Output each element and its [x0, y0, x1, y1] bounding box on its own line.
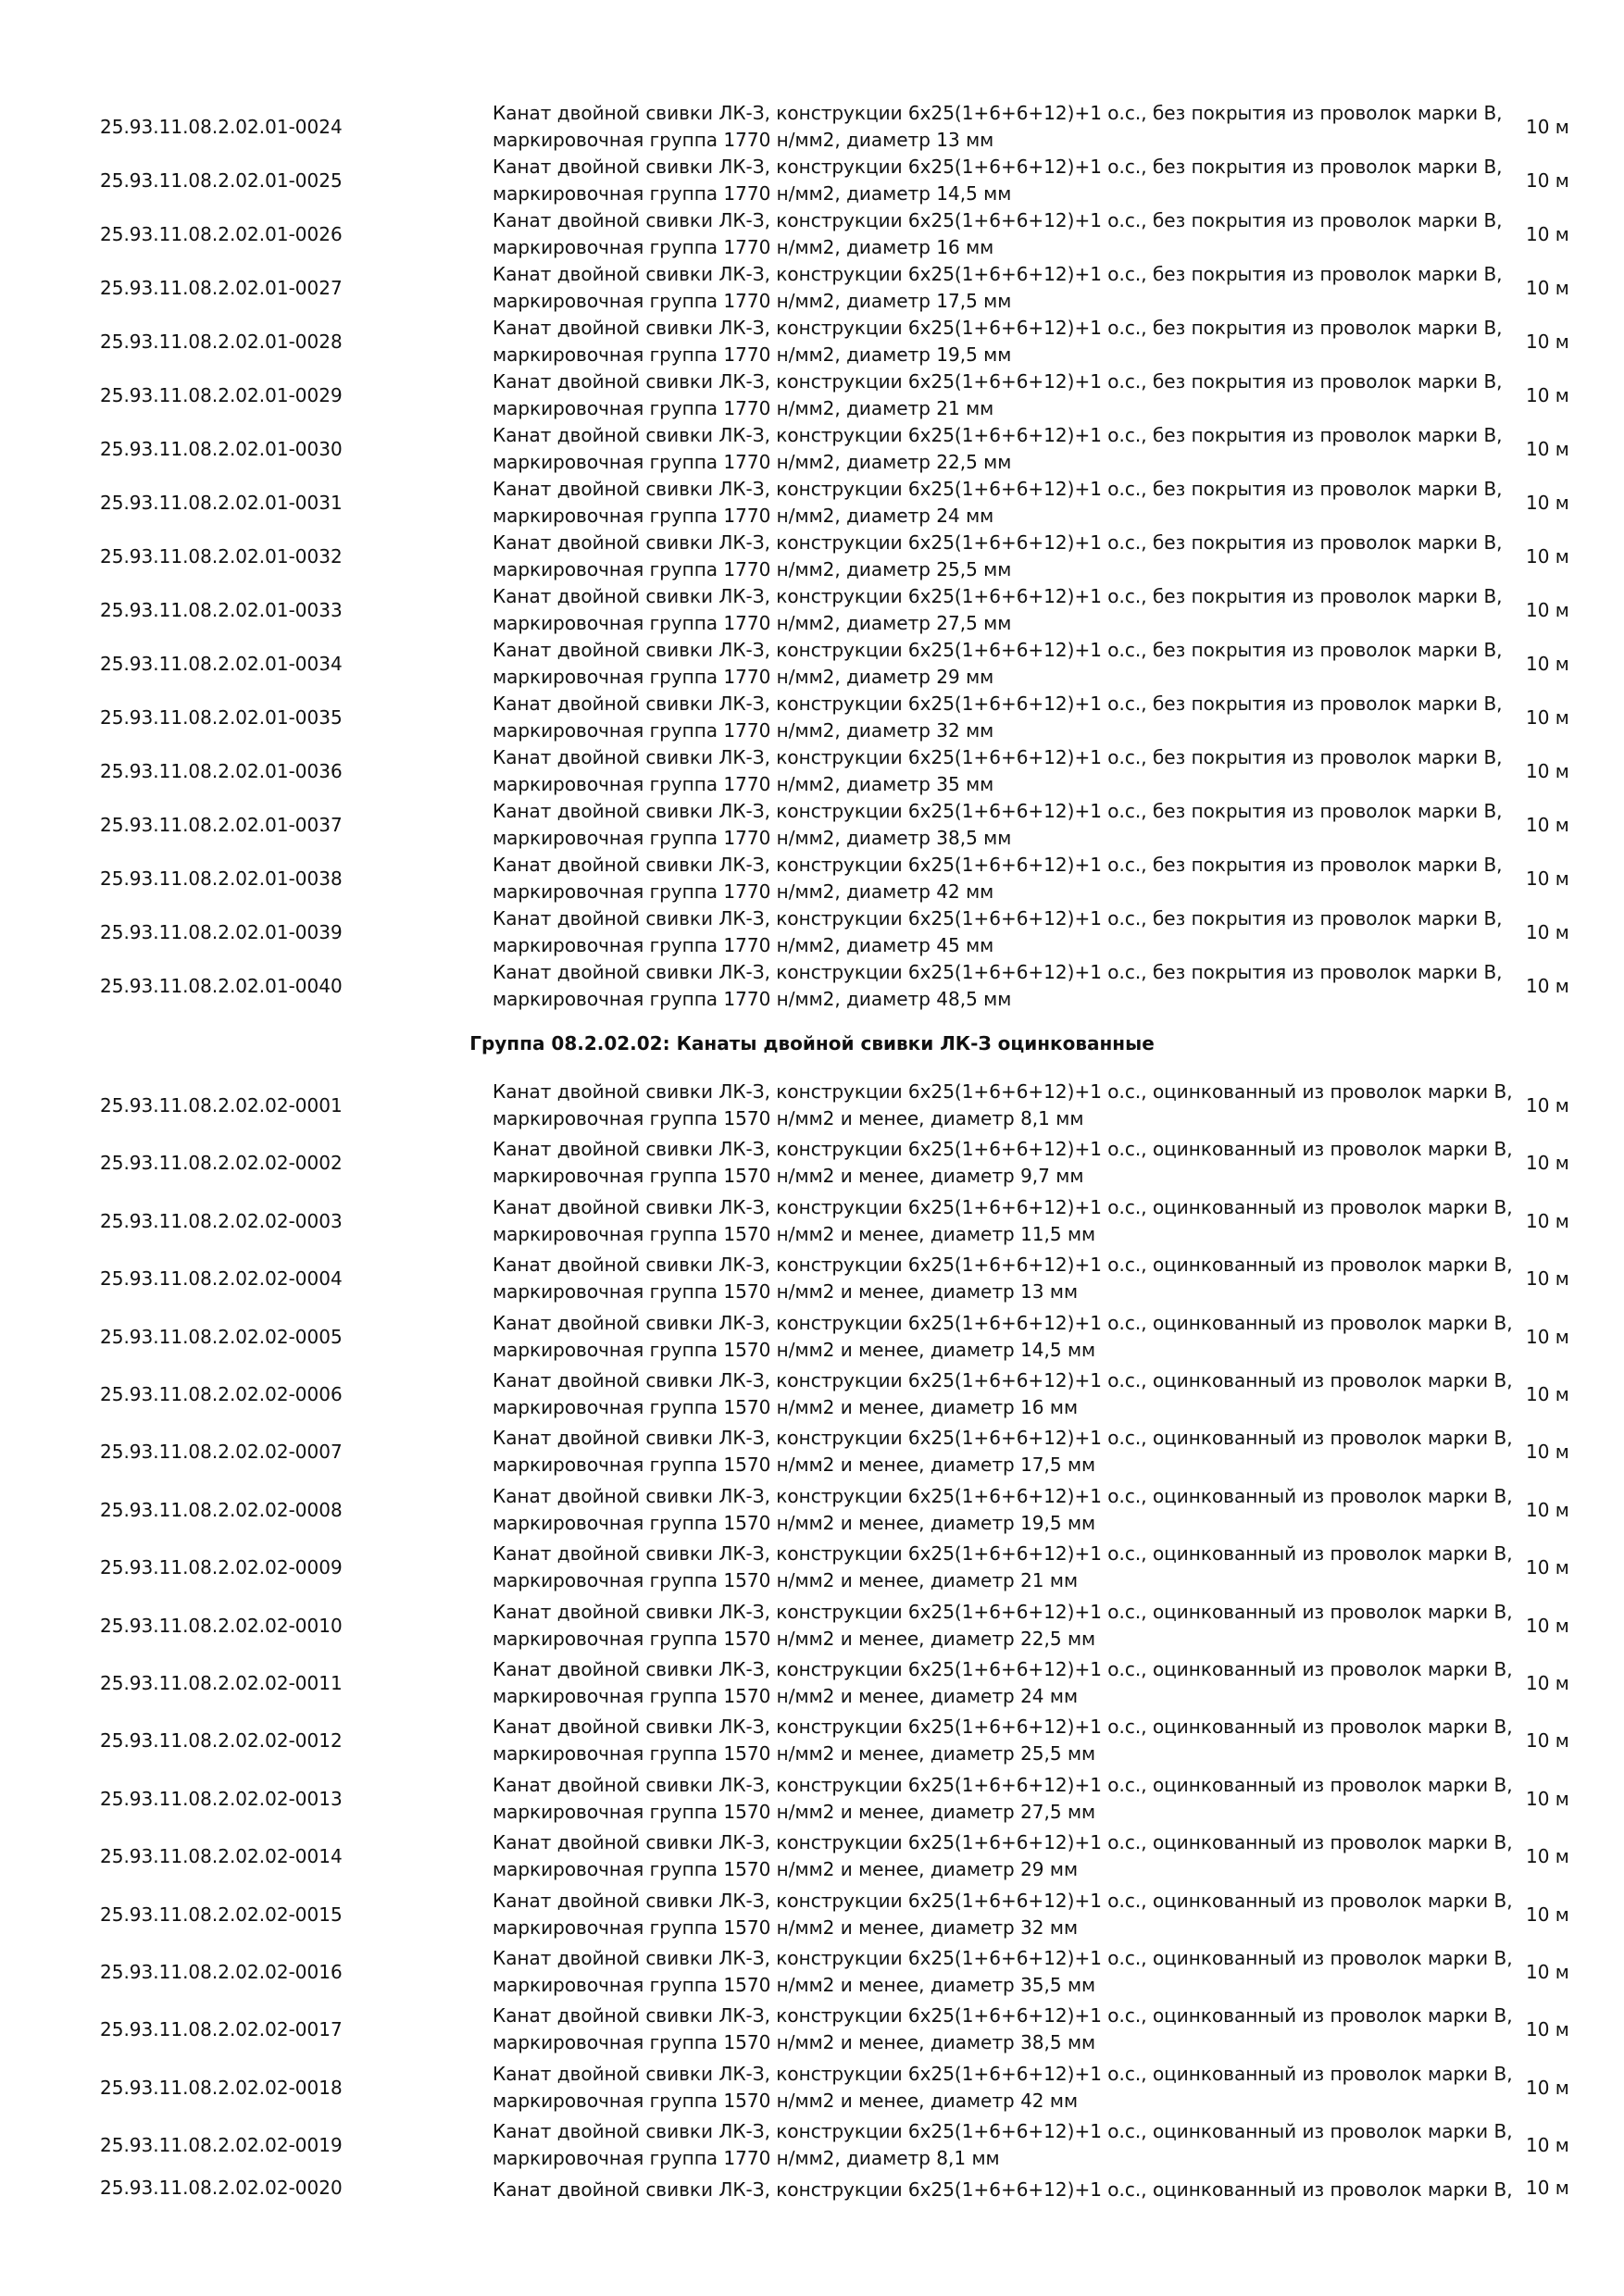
item-description — [493, 637, 1503, 691]
item-unit: 10 м — [1526, 1094, 1569, 1117]
description-line-2: маркировочная группа 1770 н/мм2, диаметр 8,1 мм — [493, 2147, 1000, 2169]
item-code: 25.93.11.08.2.02.01-0024 — [100, 116, 343, 138]
table-row — [0, 1656, 1624, 1710]
item-description — [493, 1945, 1513, 1999]
item-description — [493, 905, 1503, 959]
item-unit: 10 м — [1526, 2077, 1569, 2099]
description-line-1: Канат двойной свивки ЛК-З, конструкции 6х25(1+6+6+12)+1 о.с., оцинкованный из проволок марки В, — [493, 1890, 1513, 1912]
description-line-2: маркировочная группа 1570 н/мм2 и менее, диаметр 38,5 мм — [493, 2031, 1096, 2053]
description-line-2: маркировочная группа 1570 н/мм2 и менее, диаметр 25,5 мм — [493, 1742, 1096, 1765]
table-row — [0, 1079, 1624, 1132]
description-line-2: маркировочная группа 1570 н/мм2 и менее, диаметр 9,7 мм — [493, 1165, 1084, 1187]
item-unit: 10 м — [1526, 760, 1569, 782]
item-unit: 10 м — [1526, 1267, 1569, 1290]
item-code: 25.93.11.08.2.02.02-0011 — [100, 1672, 343, 1694]
item-description — [493, 1425, 1513, 1479]
description-line-2: маркировочная группа 1770 н/мм2, диаметр 45 мм — [493, 934, 994, 956]
item-description — [493, 798, 1503, 852]
item-code: 25.93.11.08.2.02.02-0001 — [100, 1094, 343, 1117]
item-code: 25.93.11.08.2.02.01-0033 — [100, 599, 343, 621]
item-description — [493, 1136, 1513, 1190]
item-code: 25.93.11.08.2.02.01-0037 — [100, 814, 343, 836]
item-description — [493, 1367, 1513, 1421]
description-line-1: Канат двойной свивки ЛК-З, конструкции 6х25(1+6+6+12)+1 о.с., оцинкованный из проволок марки В, — [493, 1542, 1513, 1565]
item-code: 25.93.11.08.2.02.02-0019 — [100, 2134, 343, 2156]
description-line-1: Канат двойной свивки ЛК-З, конструкции 6х25(1+6+6+12)+1 о.с., оцинкованный из проволок марки В, — [493, 1947, 1513, 1969]
table-row — [0, 1136, 1624, 1190]
item-unit: 10 м — [1526, 1210, 1569, 1232]
description-line-1: Канат двойной свивки ЛК-З, конструкции 6х25(1+6+6+12)+1 о.с., без покрытия из проволок марки В, — [493, 370, 1503, 393]
table-row — [0, 1599, 1624, 1653]
item-unit: 10 м — [1526, 706, 1569, 729]
item-code: 25.93.11.08.2.02.01-0039 — [100, 921, 343, 943]
description-line-1: Канат двойной свивки ЛК-З, конструкции 6х25(1+6+6+12)+1 о.с., без покрытия из проволок марки В, — [493, 907, 1503, 930]
description-line-1: Канат двойной свивки ЛК-З, конструкции 6х25(1+6+6+12)+1 о.с., оцинкованный из проволок марки В, — [493, 1658, 1513, 1680]
item-unit: 10 м — [1526, 116, 1569, 138]
item-code: 25.93.11.08.2.02.02-0008 — [100, 1499, 343, 1521]
item-unit: 10 м — [1526, 2177, 1569, 2199]
item-code: 25.93.11.08.2.02.02-0012 — [100, 1729, 343, 1752]
item-unit: 10 м — [1526, 921, 1569, 943]
item-description — [493, 315, 1503, 368]
item-code: 25.93.11.08.2.02.01-0025 — [100, 169, 343, 192]
description-line-1: Канат двойной свивки ЛК-З, конструкции 6х25(1+6+6+12)+1 о.с., без покрытия из проволок марки В, — [493, 263, 1503, 285]
item-description — [493, 1714, 1513, 1767]
item-unit: 10 м — [1526, 653, 1569, 675]
description-line-2: маркировочная группа 1570 н/мм2 и менее, диаметр 27,5 мм — [493, 1801, 1096, 1823]
item-description — [493, 1310, 1513, 1364]
description-line-2: маркировочная группа 1570 н/мм2 и менее, диаметр 8,1 мм — [493, 1107, 1084, 1129]
item-unit: 10 м — [1526, 1615, 1569, 1637]
item-description — [493, 1772, 1513, 1826]
item-unit: 10 м — [1526, 331, 1569, 353]
table-row — [0, 2003, 1624, 2056]
description-line-1: Канат двойной свивки ЛК-З, конструкции 6х25(1+6+6+12)+1 о.с., без покрытия из проволок марки В, — [493, 854, 1503, 876]
item-unit: 10 м — [1526, 1788, 1569, 1810]
description-line-1: Канат двойной свивки ЛК-З, конструкции 6х25(1+6+6+12)+1 о.с., без покрытия из проволок марки В, — [493, 585, 1503, 607]
item-unit: 10 м — [1526, 1441, 1569, 1463]
description-line-2: маркировочная группа 1770 н/мм2, диаметр 13 мм — [493, 129, 994, 151]
item-unit: 10 м — [1526, 867, 1569, 890]
item-description — [493, 422, 1503, 476]
description-line-1: Канат двойной свивки ЛК-З, конструкции 6х25(1+6+6+12)+1 о.с., без покрытия из проволок марки В, — [493, 746, 1503, 768]
table-row — [0, 2118, 1624, 2172]
item-code: 25.93.11.08.2.02.02-0005 — [100, 1326, 343, 1348]
item-unit: 10 м — [1526, 1845, 1569, 1867]
item-description — [493, 1888, 1513, 1941]
item-description — [493, 100, 1503, 154]
item-description — [493, 2003, 1513, 2056]
description-line-2: маркировочная группа 1570 н/мм2 и менее, диаметр 22,5 мм — [493, 1628, 1096, 1650]
description-line-2: маркировочная группа 1770 н/мм2, диаметр 35 мм — [493, 773, 994, 795]
table-row — [0, 207, 1624, 261]
table-row — [0, 1310, 1624, 1364]
description-line-2: маркировочная группа 1570 н/мм2 и менее, диаметр 13 мм — [493, 1280, 1079, 1303]
item-description — [493, 476, 1503, 530]
table-row — [0, 530, 1624, 583]
description-line-2: маркировочная группа 1770 н/мм2, диаметр 27,5 мм — [493, 612, 1012, 634]
description-line-1: Канат двойной свивки ЛК-З, конструкции 6х25(1+6+6+12)+1 о.с., оцинкованный из проволок марки В, — [493, 1485, 1513, 1507]
item-unit: 10 м — [1526, 1961, 1569, 1983]
table-row — [0, 1483, 1624, 1537]
table-row — [0, 1829, 1624, 1883]
description-line-1: Канат двойной свивки ЛК-З, конструкции 6х25(1+6+6+12)+1 о.с., без покрытия из проволок марки В, — [493, 639, 1503, 661]
item-code: 25.93.11.08.2.02.01-0035 — [100, 706, 343, 729]
item-code: 25.93.11.08.2.02.01-0038 — [100, 867, 343, 890]
item-description — [493, 1829, 1513, 1883]
description-line-2: маркировочная группа 1770 н/мм2, диаметр 42 мм — [493, 880, 994, 903]
table-row — [0, 315, 1624, 368]
item-description — [493, 261, 1503, 315]
description-line-2: маркировочная группа 1570 н/мм2 и менее, диаметр 29 мм — [493, 1858, 1079, 1880]
item-description — [493, 1541, 1513, 1594]
table-row — [0, 1714, 1624, 1767]
description-line-1: Канат двойной свивки ЛК-З, конструкции 6х25(1+6+6+12)+1 о.с., оцинкованный из проволок марки В, — [493, 1831, 1513, 1853]
item-code: 25.93.11.08.2.02.02-0016 — [100, 1961, 343, 1983]
item-description — [493, 154, 1503, 207]
table-row — [0, 1367, 1624, 1421]
item-unit: 10 м — [1526, 814, 1569, 836]
item-unit: 10 м — [1526, 2018, 1569, 2040]
item-code: 25.93.11.08.2.02.02-0017 — [100, 2018, 343, 2040]
description-line-1: Канат двойной свивки ЛК-З, конструкции 6х25(1+6+6+12)+1 о.с., оцинкованный из проволок марки В, — [493, 1774, 1513, 1796]
description-line-1: Канат двойной свивки ЛК-З, конструкции 6х25(1+6+6+12)+1 о.с., без покрытия из проволок марки В, — [493, 961, 1503, 983]
table-row — [0, 100, 1624, 154]
table-row — [0, 959, 1624, 1013]
description-line-1: Канат двойной свивки ЛК-З, конструкции 6х25(1+6+6+12)+1 о.с., оцинкованный из проволок марки В, — [493, 2063, 1513, 2085]
description-line-2: маркировочная группа 1770 н/мм2, диаметр 24 мм — [493, 505, 994, 527]
description-line-2: маркировочная группа 1570 н/мм2 и менее, диаметр 16 мм — [493, 1396, 1079, 1418]
item-description — [493, 1656, 1513, 1710]
table-row — [0, 261, 1624, 315]
item-unit: 10 м — [1526, 169, 1569, 192]
description-line-2: маркировочная группа 1570 н/мм2 и менее, диаметр 35,5 мм — [493, 1974, 1096, 1996]
item-unit: 10 м — [1526, 1499, 1569, 1521]
table-row — [0, 1772, 1624, 1826]
group-heading: Группа 08.2.02.02: Канаты двойной свивки ЛК-З оцинкованные — [469, 1032, 1155, 1054]
description-line-2: маркировочная группа 1770 н/мм2, диаметр 16 мм — [493, 236, 994, 258]
item-unit: 10 м — [1526, 1383, 1569, 1405]
item-unit: 10 м — [1526, 223, 1569, 245]
description-line-1: Канат двойной свивки ЛК-З, конструкции 6х25(1+6+6+12)+1 о.с., оцинкованный из проволок марки В, — [493, 1369, 1513, 1391]
item-code: 25.93.11.08.2.02.01-0031 — [100, 492, 343, 514]
item-unit: 10 м — [1526, 384, 1569, 406]
item-description — [493, 2177, 1513, 2203]
table-row — [0, 2061, 1624, 2115]
description-line-1: Канат двойной свивки ЛК-З, конструкции 6х25(1+6+6+12)+1 о.с., оцинкованный из проволок марки В, — [493, 1080, 1513, 1103]
description-line-1: Канат двойной свивки ЛК-З, конструкции 6х25(1+6+6+12)+1 о.с., оцинкованный из проволок марки В, — [493, 2120, 1513, 2142]
item-description — [493, 852, 1503, 905]
item-code: 25.93.11.08.2.02.02-0018 — [100, 2077, 343, 2099]
description-line-1: Канат двойной свивки ЛК-З, конструкции 6х25(1+6+6+12)+1 о.с., без покрытия из проволок марки В, — [493, 800, 1503, 822]
description-line-1: Канат двойной свивки ЛК-З, конструкции 6х25(1+6+6+12)+1 о.с., без покрытия из проволок марки В, — [493, 531, 1503, 554]
description-line-2: маркировочная группа 1770 н/мм2, диаметр 17,5 мм — [493, 290, 1012, 312]
item-code: 25.93.11.08.2.02.01-0028 — [100, 331, 343, 353]
item-code: 25.93.11.08.2.02.01-0027 — [100, 277, 343, 299]
table-row — [0, 1541, 1624, 1594]
table-row — [0, 1425, 1624, 1479]
item-description — [493, 530, 1503, 583]
description-line-2: маркировочная группа 1570 н/мм2 и менее, диаметр 42 мм — [493, 2090, 1079, 2112]
description-line-2: маркировочная группа 1770 н/мм2, диаметр 25,5 мм — [493, 558, 1012, 580]
description-line-2: маркировочная группа 1770 н/мм2, диаметр 22,5 мм — [493, 451, 1012, 473]
item-unit: 10 м — [1526, 545, 1569, 568]
item-code: 25.93.11.08.2.02.01-0040 — [100, 975, 343, 997]
table-row — [0, 852, 1624, 905]
description-line-1: Канат двойной свивки ЛК-З, конструкции 6х25(1+6+6+12)+1 о.с., без покрытия из проволок марки В, — [493, 317, 1503, 339]
table-row — [0, 798, 1624, 852]
item-unit: 10 м — [1526, 1326, 1569, 1348]
item-code: 25.93.11.08.2.02.02-0014 — [100, 1845, 343, 1867]
description-line-1: Канат двойной свивки ЛК-З, конструкции 6х25(1+6+6+12)+1 о.с., оцинкованный из проволок марки В, — [493, 1427, 1513, 1449]
description-line-1: Канат двойной свивки ЛК-З, конструкции 6х25(1+6+6+12)+1 о.с., оцинкованный из проволок марки В, — [493, 2178, 1513, 2201]
item-unit: 10 м — [1526, 975, 1569, 997]
item-code: 25.93.11.08.2.02.02-0015 — [100, 1903, 343, 1926]
description-line-1: Канат двойной свивки ЛК-З, конструкции 6х25(1+6+6+12)+1 о.с., без покрытия из проволок марки В, — [493, 478, 1503, 500]
description-line-1: Канат двойной свивки ЛК-З, конструкции 6х25(1+6+6+12)+1 о.с., оцинкованный из проволок марки В, — [493, 1138, 1513, 1160]
item-description — [493, 1599, 1513, 1653]
description-line-2: маркировочная группа 1570 н/мм2 и менее, диаметр 32 мм — [493, 1916, 1079, 1939]
item-code: 25.93.11.08.2.02.02-0007 — [100, 1441, 343, 1463]
description-line-1: Канат двойной свивки ЛК-З, конструкции 6х25(1+6+6+12)+1 о.с., без покрытия из проволок марки В, — [493, 424, 1503, 446]
description-line-2: маркировочная группа 1570 н/мм2 и менее, диаметр 21 мм — [493, 1569, 1079, 1591]
item-description — [493, 207, 1503, 261]
item-description — [493, 959, 1503, 1013]
table-row — [0, 2177, 1624, 2230]
table-row — [0, 368, 1624, 422]
item-unit: 10 м — [1526, 1672, 1569, 1694]
item-code: 25.93.11.08.2.02.01-0036 — [100, 760, 343, 782]
description-line-1: Канат двойной свивки ЛК-З, конструкции 6х25(1+6+6+12)+1 о.с., оцинкованный из проволок марки В, — [493, 1601, 1513, 1623]
item-unit: 10 м — [1526, 1152, 1569, 1174]
description-line-2: маркировочная группа 1770 н/мм2, диаметр 29 мм — [493, 666, 994, 688]
item-description — [493, 744, 1503, 798]
item-unit: 10 м — [1526, 599, 1569, 621]
item-description — [493, 1194, 1513, 1248]
table-row — [0, 583, 1624, 637]
table-row — [0, 905, 1624, 959]
item-unit: 10 м — [1526, 492, 1569, 514]
description-line-1: Канат двойной свивки ЛК-З, конструкции 6х25(1+6+6+12)+1 о.с., оцинкованный из проволок марки В, — [493, 1716, 1513, 1738]
item-unit: 10 м — [1526, 277, 1569, 299]
description-line-1: Канат двойной свивки ЛК-З, конструкции 6х25(1+6+6+12)+1 о.с., оцинкованный из проволок марки В, — [493, 2004, 1513, 2027]
table-row — [0, 422, 1624, 476]
description-line-2: маркировочная группа 1770 н/мм2, диаметр 32 мм — [493, 719, 994, 742]
item-code: 25.93.11.08.2.02.01-0032 — [100, 545, 343, 568]
item-description — [493, 1252, 1513, 1305]
table-row — [0, 637, 1624, 691]
description-line-2: маркировочная группа 1770 н/мм2, диаметр 38,5 мм — [493, 827, 1012, 849]
description-line-2: маркировочная группа 1770 н/мм2, диаметр 48,5 мм — [493, 988, 1012, 1010]
description-line-1: Канат двойной свивки ЛК-З, конструкции 6х25(1+6+6+12)+1 о.с., без покрытия из проволок марки В, — [493, 209, 1503, 231]
item-description — [493, 1483, 1513, 1537]
description-line-2: маркировочная группа 1570 н/мм2 и менее, диаметр 19,5 мм — [493, 1512, 1096, 1534]
table-row — [0, 1888, 1624, 1941]
item-unit: 10 м — [1526, 1729, 1569, 1752]
item-code: 25.93.11.08.2.02.01-0030 — [100, 438, 343, 460]
table-row — [0, 154, 1624, 207]
item-description — [493, 368, 1503, 422]
item-code: 25.93.11.08.2.02.02-0003 — [100, 1210, 343, 1232]
description-line-1: Канат двойной свивки ЛК-З, конструкции 6х25(1+6+6+12)+1 о.с., без покрытия из проволок марки В, — [493, 156, 1503, 178]
item-code: 25.93.11.08.2.02.02-0020 — [100, 2177, 343, 2199]
item-code: 25.93.11.08.2.02.02-0004 — [100, 1267, 343, 1290]
item-code: 25.93.11.08.2.02.01-0026 — [100, 223, 343, 245]
item-code: 25.93.11.08.2.02.02-0010 — [100, 1615, 343, 1637]
item-description — [493, 2061, 1513, 2115]
item-code: 25.93.11.08.2.02.01-0029 — [100, 384, 343, 406]
item-unit: 10 м — [1526, 2134, 1569, 2156]
description-line-1: Канат двойной свивки ЛК-З, конструкции 6х25(1+6+6+12)+1 о.с., оцинкованный из проволок марки В, — [493, 1312, 1513, 1334]
description-line-2: маркировочная группа 1570 н/мм2 и менее, диаметр 17,5 мм — [493, 1454, 1096, 1476]
description-line-2: маркировочная группа 1570 н/мм2 и менее, диаметр 24 мм — [493, 1685, 1079, 1707]
item-code: 25.93.11.08.2.02.02-0006 — [100, 1383, 343, 1405]
table-row — [0, 476, 1624, 530]
description-line-2: маркировочная группа 1570 н/мм2 и менее, диаметр 14,5 мм — [493, 1339, 1096, 1361]
item-description — [493, 583, 1503, 637]
table-row — [0, 1252, 1624, 1305]
item-code: 25.93.11.08.2.02.02-0013 — [100, 1788, 343, 1810]
item-unit: 10 м — [1526, 1556, 1569, 1578]
description-line-1: Канат двойной свивки ЛК-З, конструкции 6х25(1+6+6+12)+1 о.с., оцинкованный из проволок марки В, — [493, 1196, 1513, 1218]
item-description — [493, 691, 1503, 744]
table-row — [0, 691, 1624, 744]
description-line-1: Канат двойной свивки ЛК-З, конструкции 6х25(1+6+6+12)+1 о.с., оцинкованный из проволок марки В, — [493, 1254, 1513, 1276]
table-row — [0, 1194, 1624, 1248]
description-line-2: маркировочная группа 1770 н/мм2, диаметр 14,5 мм — [493, 182, 1012, 205]
description-line-1: Канат двойной свивки ЛК-З, конструкции 6х25(1+6+6+12)+1 о.с., без покрытия из проволок марки В, — [493, 693, 1503, 715]
description-line-2: маркировочная группа 1570 н/мм2 и менее, диаметр 11,5 мм — [493, 1223, 1096, 1245]
item-code: 25.93.11.08.2.02.02-0002 — [100, 1152, 343, 1174]
description-line-2: маркировочная группа 1770 н/мм2, диаметр 21 мм — [493, 397, 994, 419]
item-unit: 10 м — [1526, 438, 1569, 460]
item-code: 25.93.11.08.2.02.01-0034 — [100, 653, 343, 675]
item-unit: 10 м — [1526, 1903, 1569, 1926]
item-code: 25.93.11.08.2.02.02-0009 — [100, 1556, 343, 1578]
table-row — [0, 744, 1624, 798]
item-description — [493, 1079, 1513, 1132]
description-line-2: маркировочная группа 1770 н/мм2, диаметр 19,5 мм — [493, 343, 1012, 366]
description-line-1: Канат двойной свивки ЛК-З, конструкции 6х25(1+6+6+12)+1 о.с., без покрытия из проволок марки В, — [493, 102, 1503, 124]
table-row — [0, 1945, 1624, 1999]
item-description — [493, 2118, 1513, 2172]
